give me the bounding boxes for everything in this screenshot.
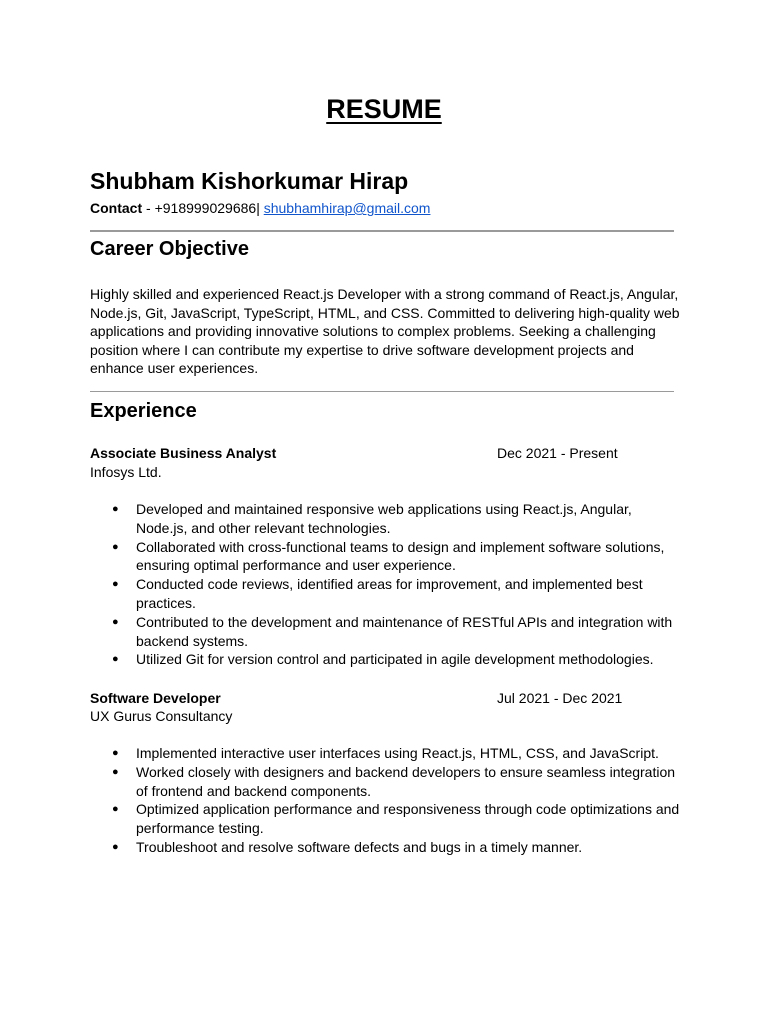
bullet-icon: ●	[112, 803, 119, 816]
job-company: Infosys Ltd.	[90, 464, 162, 480]
bullet-text: Implemented interactive user interfaces using React.js, HTML, CSS, and JavaScript.	[136, 745, 659, 761]
bullet-text: Worked closely with designers and backend developers to ensure seamless integration of frontend and backend components.	[136, 763, 676, 799]
bullet-text: Collaborated with cross-functional teams to design and implement software solutions, ensuring optimal performance and user experience.	[136, 538, 665, 574]
list-item	[110, 613, 680, 651]
bullet-icon: ●	[112, 503, 119, 515]
bullet-text: Contributed to the development and maintenance of RESTful APIs and integration with backend systems.	[136, 613, 673, 649]
bullet-text: Troubleshoot and resolve software defects and bugs in a timely manner.	[136, 838, 583, 855]
list-item	[110, 763, 680, 801]
list-item	[110, 744, 680, 763]
document-title: RESUME	[326, 94, 442, 124]
bullet-text: Developed and maintained responsive web applications using React.js, Angular, Node.js, and other relevant technologies.	[136, 501, 632, 536]
career-objective-heading: Career Objective	[90, 238, 249, 260]
email-link[interactable]: shubhamhirap@gmail.com	[263, 200, 431, 216]
job-title: Associate Business Analyst	[90, 445, 277, 461]
job-title: Software Developer	[90, 690, 221, 706]
bullet-icon: ●	[112, 653, 119, 666]
bullet-text: Utilized Git for version control and participated in agile development methodologies.	[136, 651, 654, 668]
section-divider	[90, 391, 674, 392]
job-responsibilities	[110, 744, 680, 857]
bullet-icon: ●	[112, 765, 119, 778]
bullet-text: Optimized application performance and responsiveness through code optimizations and performance testing.	[136, 801, 680, 837]
list-item	[110, 500, 680, 538]
list-item	[110, 800, 680, 838]
experience-heading: Experience	[90, 400, 197, 422]
job-dates: Jul 2021 - Dec 2021	[497, 690, 623, 706]
contact-line	[90, 199, 430, 217]
job-company: UX Gurus Consultancy	[90, 708, 233, 724]
bullet-icon: ●	[112, 578, 119, 591]
list-item	[110, 538, 680, 576]
list-item	[110, 575, 680, 613]
bullet-text: Conducted code reviews, identified areas for improvement, and implemented best practices.	[136, 576, 643, 611]
job-dates: Dec 2021 - Present	[497, 445, 618, 461]
career-objective-text: Highly skilled and experienced React.js Developer with a strong command of React.js, Angular, Node.js, Git, JavaScript, TypeScript, HTML, and CSS. Committed to delivering high-quality web applications and providing innovative solutions to complex problems. Seeking a challenging position where I can contribute my expertise to drive software development projects and enhance user experiences.	[90, 286, 680, 376]
contact-phone: +918999029686|	[154, 200, 260, 216]
list-item	[110, 838, 680, 857]
section-divider	[90, 230, 674, 232]
job-responsibilities	[110, 500, 680, 669]
candidate-name: Shubham Kishorkumar Hirap	[90, 168, 409, 194]
bullet-icon: ●	[112, 840, 119, 853]
bullet-icon: ●	[112, 540, 119, 553]
list-item	[110, 650, 680, 669]
contact-separator: -	[142, 200, 155, 216]
bullet-icon: ●	[112, 747, 119, 759]
contact-label: Contact	[90, 200, 143, 216]
bullet-icon: ●	[112, 615, 119, 628]
